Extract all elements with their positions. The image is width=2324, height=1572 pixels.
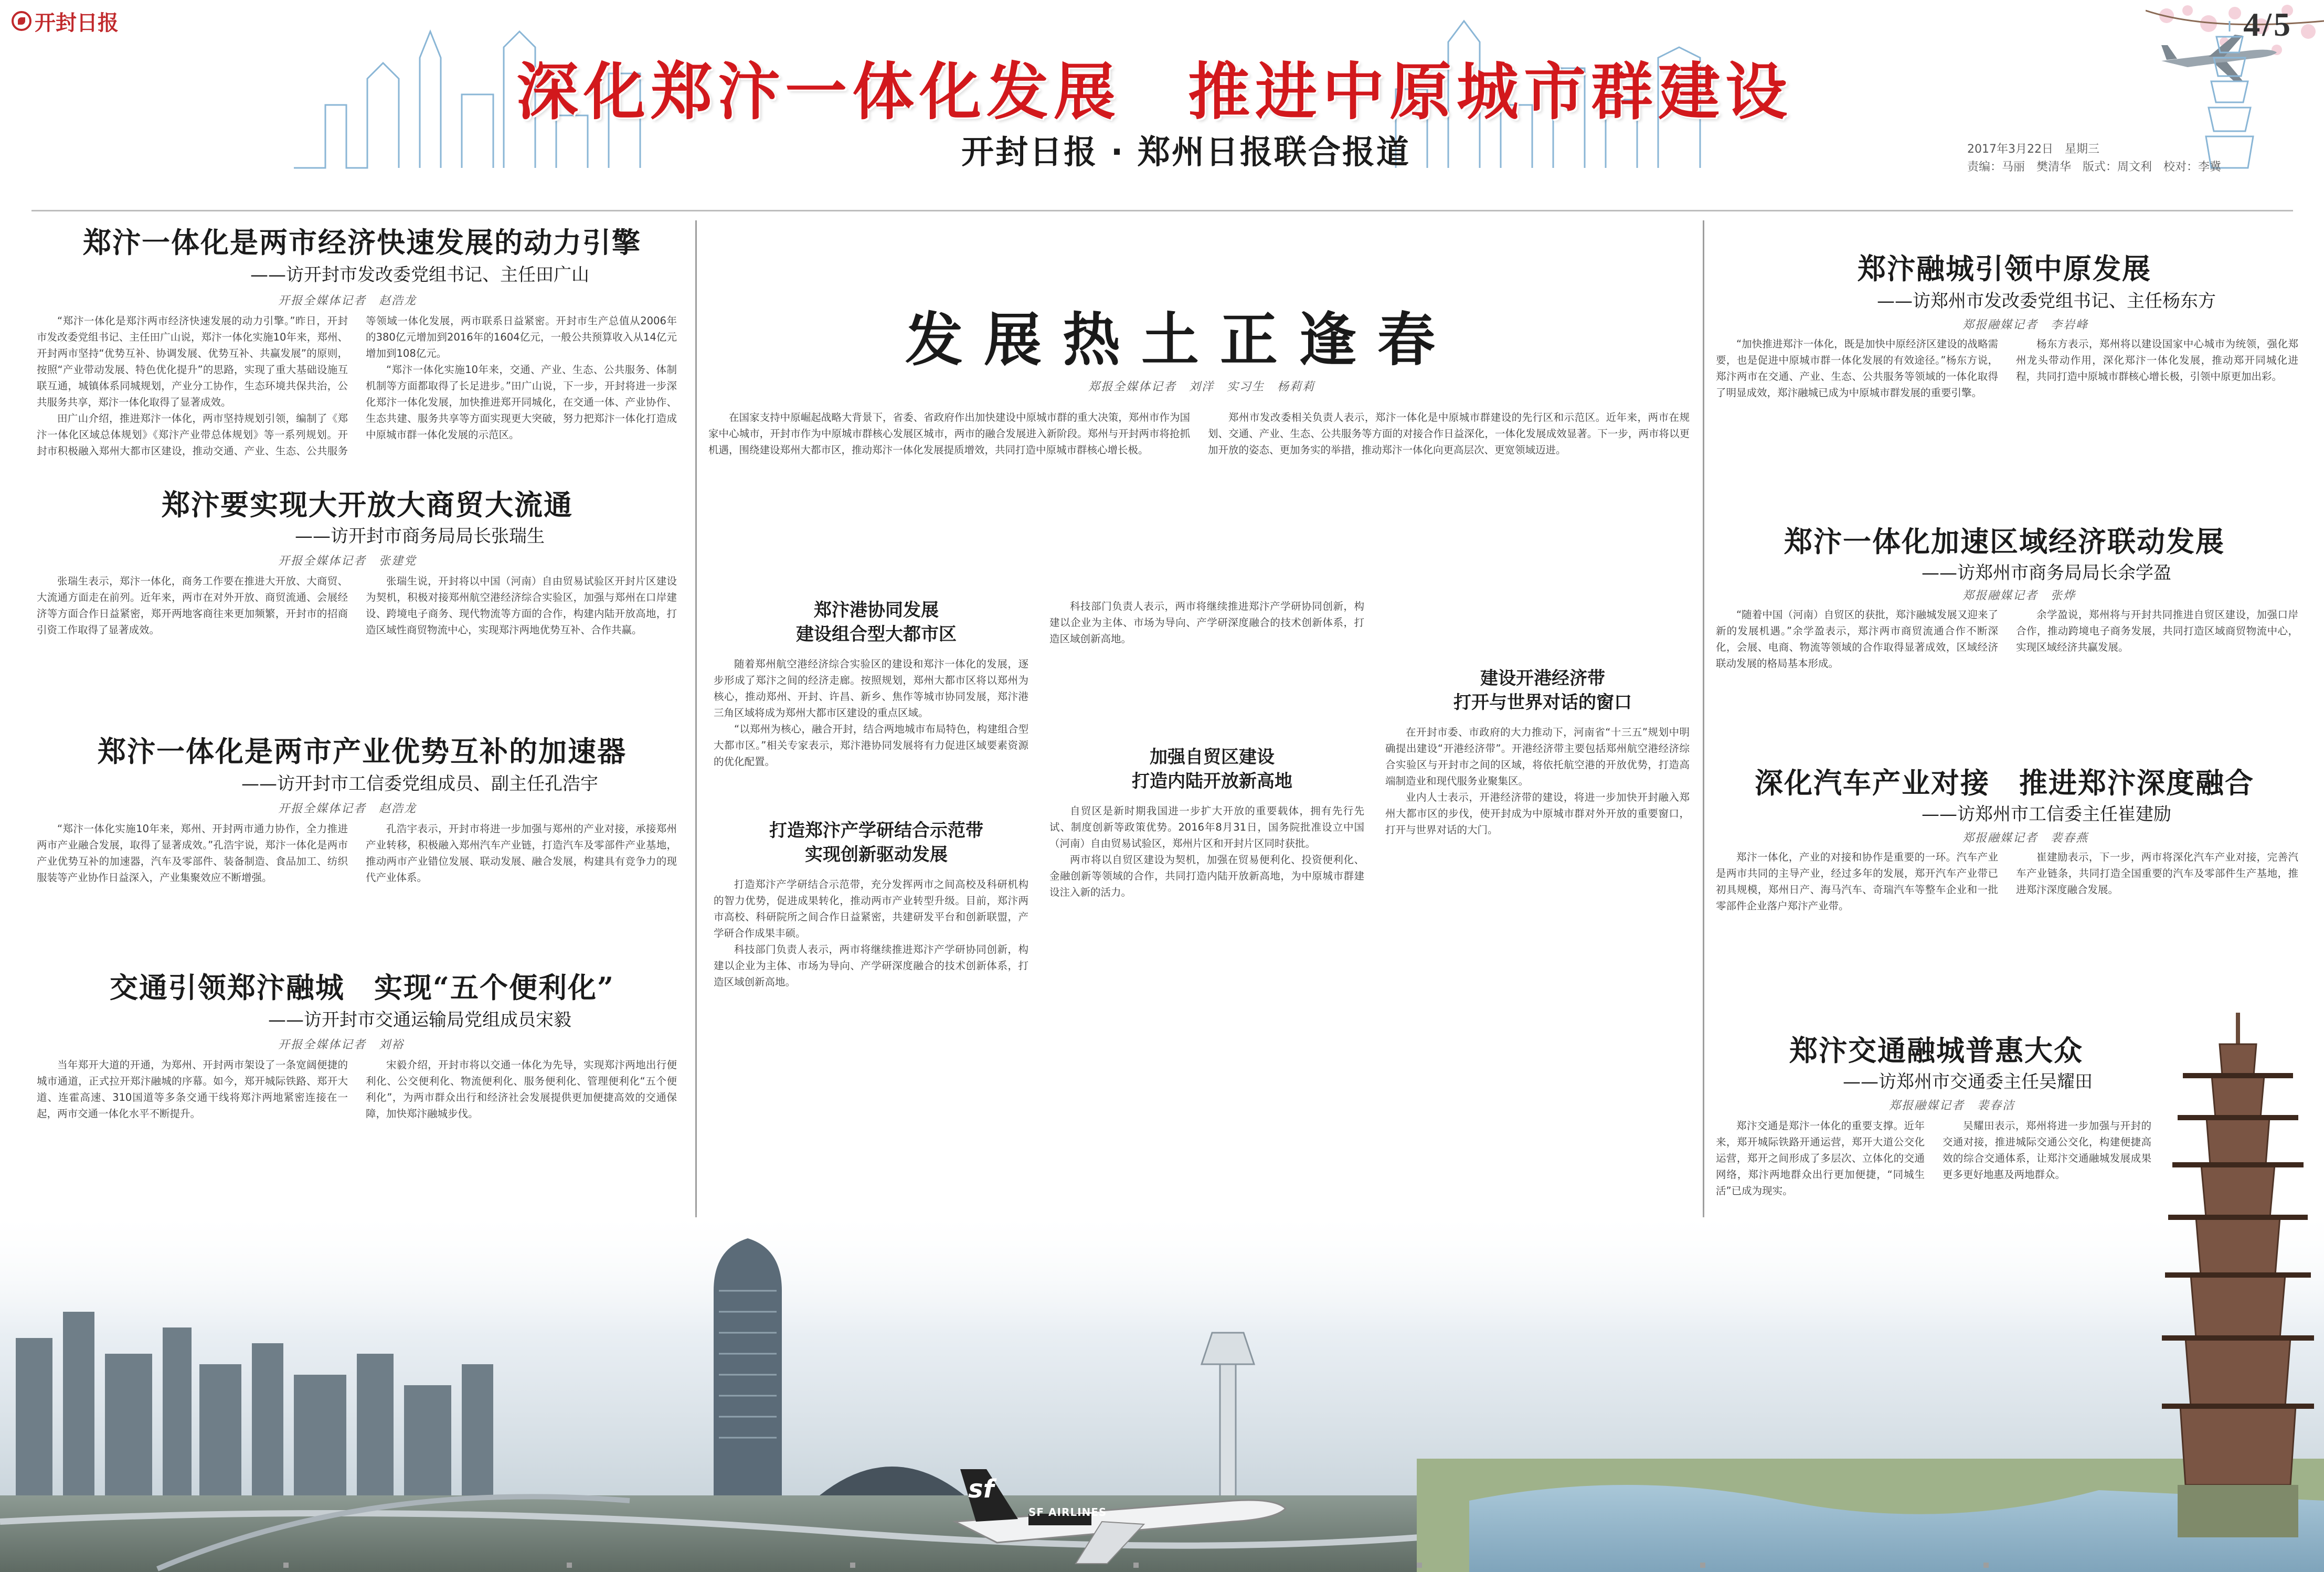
publication-date: 2017年3月22日 星期三 bbox=[1967, 143, 2099, 156]
article-paragraph: 孔浩宇表示，开封市将进一步加强与郑州的产业对接，承接郑州产业转移，积极融入郑州汽车产业链，打造汽车及零部件产业基地，推动两市产业错位发展、联动发展、融合发展，构建具有竞争力的现代产业体系。 bbox=[366, 823, 677, 884]
feature-paragraph: 科技部门负责人表示，两市将继续推进郑汴产学研协同创新，构建以企业为主体、市场为导向、产学研深度融合的技术创新体系，打造区域创新高地。 bbox=[714, 943, 1028, 988]
feature-paragraph: 在开封市委、市政府的大力推动下，河南省“十三五”规划中明确提出建设“开港经济带”。开港经济带主要包括郑州航空港经济综合实验区与开封市之间的区域，将依托航空港的开放优势，打造高端制造业和现代服务业聚集区。 bbox=[1385, 726, 1690, 787]
article-paragraph: 宋毅介绍，开封市将以交通一体化为先导，实现郑汴两地出行便利化、公交便利化、物流便利化、服务便利化、管理便利化“五个便利化”，为两市群众出行和经济社会发展提供更加便捷高效的交通保障，加快郑汴融城步伐。 bbox=[366, 1059, 677, 1120]
article-byline: 开报全媒体记者 赵浩龙 bbox=[278, 802, 417, 815]
feature-section-body bbox=[1385, 724, 1690, 1028]
feature-paragraph: 自贸区是新时期我国进一步扩大开放的重要载体，拥有先行先试、制度创新等政策优势。2016年8月31日，国务院批准设立中国（河南）自由贸易试验区，郑州片区和开封片区同时获批。 bbox=[1049, 805, 1364, 849]
iron-pagoda-photo bbox=[2162, 1013, 2314, 1537]
article-byline: 开报全媒体记者 张建党 bbox=[278, 555, 417, 568]
article-paragraph: 郑汴交通是郑汴一体化的重要支撑。近年来，郑开城际铁路开通运营，郑开大道公交化运营，郑开之间形成了多层次、立体化的交通网络，郑汴两地群众出行更加便捷，“同城生活”已成为现实。 bbox=[1716, 1120, 1925, 1197]
article-title[interactable]: 深化汽车产业对接 推进郑汴深度融合 bbox=[1755, 766, 2254, 800]
page-number: 4/5 bbox=[2243, 6, 2293, 43]
article-title[interactable]: 郑汴一体化是两市产业优势互补的加速器 bbox=[98, 735, 627, 768]
feature-section-heading: 加强自贸区建设 打造内陆开放新高地 bbox=[1132, 747, 1292, 792]
article-subtitle: ——访郑州市商务局局长余学盈 bbox=[1922, 562, 2171, 583]
article-body bbox=[1716, 849, 2298, 1012]
feature-paragraph: 科技部门负责人表示，两市将继续推进郑汴产学研协同创新，构建以企业为主体、市场为导向、产学研深度融合的技术创新体系，打造区域创新高地。 bbox=[1049, 600, 1364, 645]
feature-byline: 郑报全媒体记者 刘洋 实习生 杨莉莉 bbox=[1088, 380, 1315, 394]
airline-livery-text: SF AIRLINES bbox=[1028, 1506, 1107, 1518]
column-divider-left bbox=[695, 220, 697, 1217]
newspaper-logo[interactable] bbox=[12, 6, 169, 36]
airline-tail-logo: sf bbox=[968, 1474, 994, 1504]
article-paragraph: “郑汴一体化是郑汴两市经济快速发展的动力引擎。”昨日，开封市发改委党组书记、主任田广山说，郑汴一体化实施10年来，郑州、开封两市坚持“优势互补、协调发展、优势互补、共赢发展”的原则，按照“产业带动发展、特色优化提升”的思路，实现了重大基础设施互联互通，城镇体系同城规划，产业分工协作，生态环境共保共治，公共服务共享，郑汴一体化取得了显著成效。 bbox=[37, 315, 348, 408]
feature-section-body bbox=[714, 656, 1028, 808]
article-body bbox=[37, 821, 677, 947]
feature-section-body bbox=[1049, 803, 1364, 1028]
article-paragraph: 郑汴一体化，产业的对接和协作是重要的一环。汽车产业是两市共同的主导产业，经过多年的发展，郑开汽车产业带已初具规模，郑州日产、海马汽车、奇瑞汽车等整车企业和一批零部件企业落户郑汴产业带。 bbox=[1716, 851, 1998, 912]
article-subtitle: ——访郑州市工信委主任崔建励 bbox=[1922, 804, 2171, 825]
feature-section-heading: 打造郑汴产学研结合示范带 实现创新驱动发展 bbox=[769, 820, 983, 865]
article-paragraph: 余学盈说，郑州将与开封共同推进自贸区建设，加强口岸合作，推动跨境电子商务发展，共同打造区域商贸物流中心，实现区域经济共赢发展。 bbox=[2016, 609, 2298, 653]
article-byline: 开报全媒体记者 赵浩龙 bbox=[278, 294, 417, 307]
feature-section-body bbox=[714, 876, 1028, 1028]
feature-title[interactable]: 发展热土正逢春 bbox=[905, 306, 1456, 374]
article-byline: 郑报融媒记者 裴春燕 bbox=[1962, 832, 2089, 845]
article-subtitle: ——访郑州市发改委党组书记、主任杨东方 bbox=[1877, 291, 2216, 312]
article-title[interactable]: 郑汴一体化加速区域经济联动发展 bbox=[1784, 525, 2225, 558]
registration-marks bbox=[0, 1559, 2324, 1572]
article-subtitle: ——访开封市商务局局长张瑞生 bbox=[295, 526, 545, 547]
article-byline: 开报全媒体记者 刘裕 bbox=[278, 1038, 405, 1051]
article-paragraph: “郑汴一体化实施10年来，郑州、开封两市通力协作，全力推进两市产业融合发展，取得了显著成效。”孔浩宇说，郑汴一体化是两市产业优势互补的加速器，汽车及零部件、装备制造、食品加工、纺织服装等产业协作日益深入，产业集聚效应不断增强。 bbox=[37, 823, 348, 884]
feature-section-heading: 郑汴港协同发展 建设组合型大都市区 bbox=[796, 600, 957, 645]
city-photo-collage bbox=[0, 1207, 2324, 1572]
page-subheadline: 开封日报 · 郑州日报联合报道 bbox=[961, 133, 1410, 171]
feature-paragraph: 打造郑汴产学研结合示范带，充分发挥两市之间高校及科研机构的智力优势，促进成果转化，推动两市产业转型升级。目前，郑汴两市高校、科研院所之间合作日益紧密，共建研发平台和创新联盟，产学研合作成果丰硕。 bbox=[714, 878, 1028, 939]
feature-section-heading: 建设开港经济带 打开与世界对话的窗口 bbox=[1453, 668, 1632, 713]
publication-info bbox=[1967, 141, 2293, 176]
feature-paragraph: “以郑州为核心，融合开封，结合两地城市布局特色，构建组合型大都市区。”相关专家表示，郑汴港协同发展将有力促进区域要素资源的优化配置。 bbox=[714, 723, 1028, 768]
article-title[interactable]: 郑汴交通融城普惠大众 bbox=[1789, 1034, 2083, 1067]
feature-paragraph: 在国家支持中原崛起战略大背景下，省委、省政府作出加快建设中原城市群的重大决策，郑州市作为国家中心城市，开封市作为中原城市群核心发展区城市，两市的融合发展进入新阶段。郑州与开封两市将抢抓机遇，围绕建设郑州大都市区，推动郑汴一体化发展提质增效，共同打造中原城市群核心增长极。 bbox=[708, 411, 1190, 456]
article-subtitle: ——访开封市工信委党组成员、副主任孔浩宇 bbox=[241, 773, 598, 794]
article-paragraph: 张瑞生说，开封将以中国（河南）自由贸易试验区开封片区建设为契机，积极对接郑州航空港经济综合实验区，加强与郑州在口岸建设、跨境电子商务、现代物流等方面的合作，构建内陆开放高地，打造区域性商贸物流中心，实现郑汴两地优势互补、合作共赢。 bbox=[366, 575, 677, 636]
article-paragraph: 张瑞生表示，郑汴一体化，商务工作要在推进大开放、大商贸、大流通方面走在前列。近年来，两市在对外开放、商贸流通、会展经济等方面合作日益紧密，郑开两地客商往来更加频繁，开封市的招商引资工作取得了显著成效。 bbox=[37, 575, 348, 636]
editor-credits: 责编：马丽 樊清华 版式：周文利 校对：李冀 bbox=[1967, 161, 2222, 174]
feature-paragraph: 郑州市发改委相关负责人表示，郑汴一体化是中原城市群建设的先行区和示范区。近年来，两市在规划、交通、产业、生态、公共服务等方面的对接合作日益深化，一体化发展成效显著。下一步，两市将以更加开放的姿态、更加务实的举措，推动郑汴一体化向更高层次、更宽领域迈进。 bbox=[1208, 411, 1690, 456]
article-body bbox=[1716, 607, 2298, 748]
article-paragraph: 杨东方表示，郑州将以建设国家中心城市为统领，强化郑州龙头带动作用，深化郑汴一体化发展，推动郑开同城化进程，共同打造中原城市群核心增长极，引领中原更加出彩。 bbox=[2016, 338, 2298, 383]
article-title[interactable]: 郑汴融城引领中原发展 bbox=[1858, 252, 2151, 285]
article-paragraph: 当年郑开大道的开通，为郑州、开封两市架设了一条宽阔便捷的城市通道，正式拉开郑汴融城的序幕。如今，郑开城际铁路、郑开大道、连霍高速、310国道等多条交通干线将郑汴两地紧密连接在一起，两市交通一体化水平不断提升。 bbox=[37, 1059, 348, 1120]
article-paragraph: 吴耀田表示，郑州将进一步加强与开封的交通对接，推进城际交通公交化，构建便捷高效的综合交通体系，让郑汴交通融城发展成果更多更好地惠及两地群众。 bbox=[1943, 1120, 2151, 1181]
article-subtitle: ——访开封市交通运输局党组成员宋毅 bbox=[268, 1010, 571, 1031]
article-title[interactable]: 郑汴一体化是两市经济快速发展的动力引擎 bbox=[83, 226, 641, 259]
article-byline: 郑报融媒记者 张烨 bbox=[1962, 589, 2076, 602]
article-body bbox=[37, 1057, 677, 1198]
header-divider bbox=[31, 210, 2293, 211]
logo-icon bbox=[12, 11, 31, 31]
article-paragraph: 崔建励表示，下一步，两市将深化汽车产业对接，完善汽车产业链条，共同打造全国重要的汽车及零部件生产基地，推进郑汴深度融合发展。 bbox=[2016, 851, 2298, 896]
article-paragraph: “郑汴一体化实施10年来，交通、产业、生态、公共服务、体制机制等方面都取得了长足进步。”田广山说，下一步，开封将进一步深化郑汴一体化发展，加快推进郑开同城化，在交通一体、产业协作、生态共建、服务共享等方面实现更大突破，努力把郑汴一体化打造成中原城市群一体化发展的示范区。 bbox=[366, 364, 677, 441]
article-subtitle: ——访郑州市交通委主任吴耀田 bbox=[1843, 1071, 2093, 1092]
article-body bbox=[37, 573, 677, 699]
article-byline: 郑报融媒记者 李岩峰 bbox=[1962, 318, 2089, 332]
feature-paragraph: 随着郑州航空港经济综合实验区的建设和郑汴一体化的发展，逐步形成了郑汴之间的经济走廊。按照规划，郑州大都市区将以郑州为核心，推动郑州、开封、许昌、新乡、焦作等城市协同发展，郑汴港三角区域将成为郑州大都市区建设的重点区域。 bbox=[714, 658, 1028, 719]
feature-paragraph: 两市将以自贸区建设为契机，加强在贸易便利化、投资便利化、金融创新等领域的合作，共同打造内陆开放新高地，为中原城市群建设注入新的活力。 bbox=[1049, 854, 1364, 898]
column-divider-right bbox=[1703, 220, 1704, 1217]
page-headline: 深化郑汴一体化发展 推进中原城市群建设 bbox=[516, 56, 1792, 128]
logo-text: 开封日报 bbox=[35, 10, 119, 35]
article-body bbox=[37, 313, 677, 470]
article-paragraph: “加快推进郑汴一体化，既是加快中原经济区建设的战略需要，也是促进中原城市群一体化发展的有效途径。”杨东方说，郑汴两市在交通、产业、生态、公共服务等领域的一体化取得了明显成效，郑汴融城已成为中原城市群发展的重要引擎。 bbox=[1716, 338, 1998, 399]
article-body bbox=[1716, 336, 2298, 488]
article-paragraph: 田广山介绍，推进郑汴一体化，两市坚持规划引领，编制了《郑汴一体化区域总体规划》《郑汴产业带总体规划》等一系列规划。开封市积极融入郑州大都市区建设，推动交通、产业、生态、公共服务等领域一体化发展，两市联系日益紧密。开封市生产总值从2006年的380亿元增加到2016年的1604亿元，一般公共预算收入从14亿元增加到108亿元。 bbox=[37, 315, 677, 457]
article-byline: 郑报融媒记者 裴春洁 bbox=[1889, 1099, 2015, 1112]
article-subtitle: ——访开封市发改委党组书记、主任田广山 bbox=[250, 264, 589, 285]
feature-column-body bbox=[1049, 598, 1364, 735]
feature-paragraph: 业内人士表示，开港经济带的建设，将进一步加快开封融入郑州大都市区的步伐，使开封成为中原城市群对外开放的重要窗口，打开与世界对话的大门。 bbox=[1385, 791, 1690, 836]
article-paragraph: “随着中国（河南）自贸区的获批，郑汴融城发展又迎来了新的发展机遇。”余学盈表示，郑汴两市商贸流通合作不断深化，会展、电商、物流等领域的合作取得显著成效，区域经济联动发展的格局基本形成。 bbox=[1716, 609, 1998, 670]
feature-intro bbox=[708, 409, 1690, 577]
article-title[interactable]: 交通引领郑汴融城 实现“五个便利化” bbox=[109, 971, 615, 1004]
article-title[interactable]: 郑汴要实现大开放大商贸大流通 bbox=[162, 488, 573, 522]
